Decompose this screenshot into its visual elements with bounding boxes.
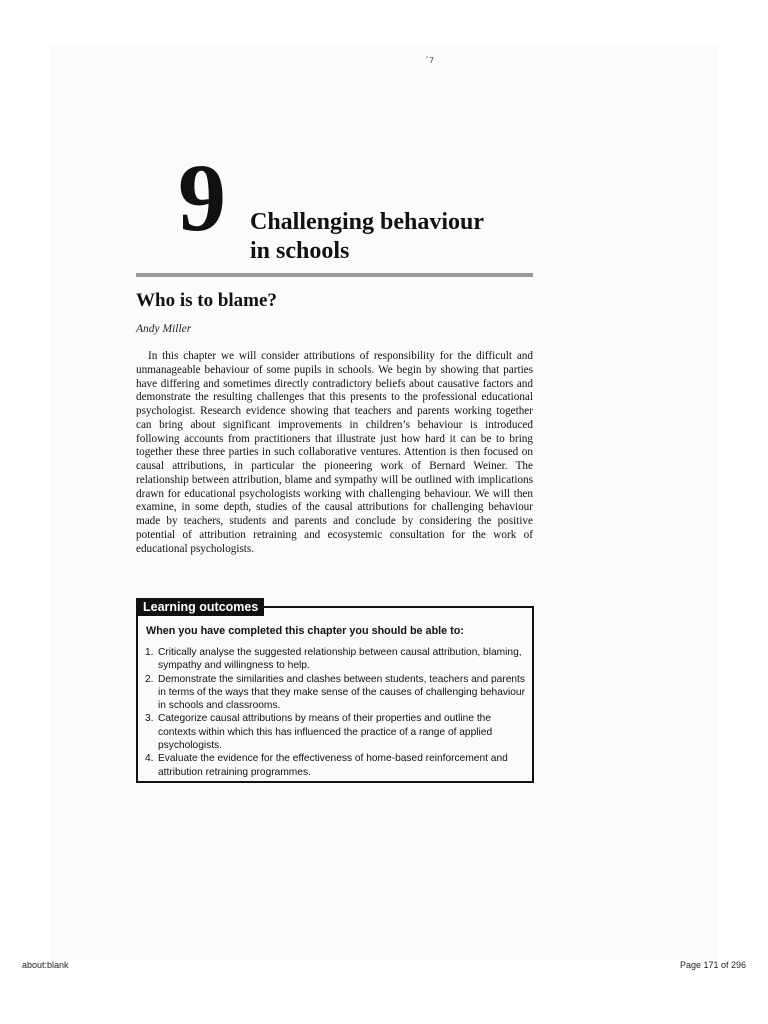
list-item bbox=[145, 673, 525, 713]
learning-outcomes-intro: When you have completed this chapter you should be able to: bbox=[146, 625, 464, 637]
chapter-title bbox=[250, 208, 540, 266]
list-item-text: Categorize causal attributions by means of their properties and outline the contexts within which this has influenced the practice of a range of applied psychologists. bbox=[158, 713, 493, 752]
list-item-number: 1. bbox=[145, 647, 154, 658]
list-item-text: Evaluate the evidence for the effectiveness of home-based reinforcement and attribution retraining programmes. bbox=[158, 753, 508, 778]
chapter-title-line1: Challenging behaviour bbox=[250, 209, 485, 235]
list-item-text: Critically analyse the suggested relationship between causal attribution, blaming, sympathy and willingness to help. bbox=[158, 647, 522, 672]
title-rule bbox=[136, 273, 533, 277]
chapter-subtitle: Who is to blame? bbox=[136, 290, 277, 311]
footer-url: about:blank bbox=[22, 960, 69, 970]
learning-outcomes-heading: Learning outcomes bbox=[136, 598, 264, 616]
list-item bbox=[145, 712, 525, 752]
footer-page-indicator: Page 171 of 296 bbox=[679, 960, 746, 970]
chapter-number: 9 bbox=[178, 144, 226, 251]
page-top-mark: ˆ7 bbox=[425, 56, 435, 65]
author-name: Andy Miller bbox=[136, 323, 192, 335]
learning-outcomes-list bbox=[145, 646, 525, 779]
list-item-text: Demonstrate the similarities and clashes between students, teachers and parents in terms of the ways that they make sense of the causes of challenging behaviour in schools and classrooms. bbox=[158, 673, 525, 712]
list-item-number: 3. bbox=[145, 713, 154, 725]
list-item bbox=[145, 752, 525, 779]
list-item-number: 2. bbox=[145, 673, 154, 685]
list-item-number: 4. bbox=[145, 753, 154, 765]
chapter-abstract: In this chapter we will consider attributions of responsibility for the difficult and unmanageable behaviour of some pupils in schools. We begin by showing that parties have differing and sometimes directly contradictory beliefs about causative factors and demonstrate the resulting challenges that this presents to the professional educational psychologist. Research evidence showing that teachers and parents working together can bring about significant improvements in children’s behaviour is introduced following accounts from practitioners that illustrate just how hard it can be to bring together these three parties in such collaborative ventures. Attention is then focused on causal attributions, in particular the pioneering work of Bernard Weiner. The relationship between attribution, blame and sympathy will be outlined with implications drawn for educational psychologists working with challenging behaviour. We will then examine, in some depth, studies of the causal attributions for challenging behaviour made by teachers, students and parents and conclude by considering the positive potential of attribution retraining and ecosystemic consultation for the work of educational psychologists. bbox=[136, 350, 533, 555]
list-item bbox=[145, 646, 525, 673]
chapter-title-line2: in schools bbox=[250, 238, 350, 264]
